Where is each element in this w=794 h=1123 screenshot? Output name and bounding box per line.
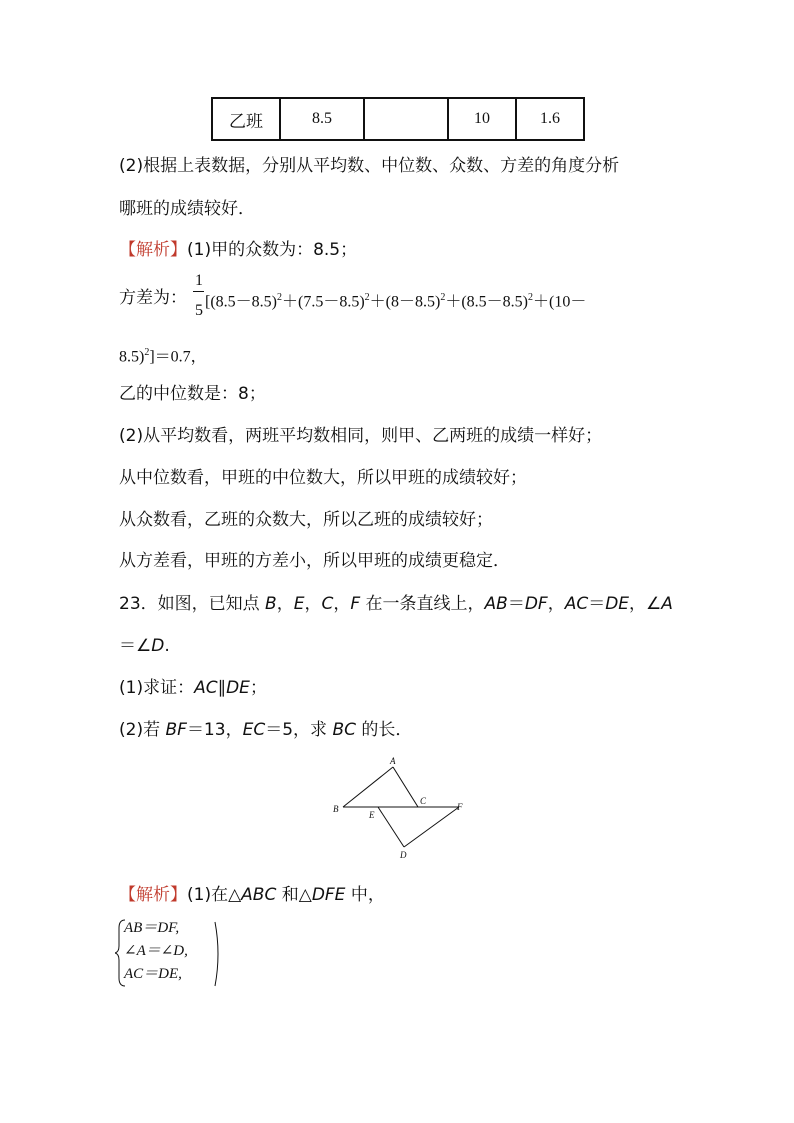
segment-ab	[343, 767, 393, 807]
question-23-part1: (1)求证：AC∥DE；	[119, 678, 267, 698]
question-23-line1: 23．如图，已知点 B，E，C，F 在一条直线上，AB＝DF，AC＝DE，∠A	[119, 594, 673, 614]
figure-lines	[343, 767, 459, 847]
variance-continuation: 8.5)$^2$]＝0.7，	[119, 347, 207, 366]
solution-tag: 【解析】	[119, 240, 187, 260]
system-line-3: AC＝DE,	[124, 966, 182, 982]
segment-de	[378, 807, 404, 847]
label-d: D	[400, 850, 407, 860]
fraction-bar	[193, 291, 204, 292]
segment-df	[404, 807, 459, 847]
median-text: 乙的中位数是：8；	[119, 384, 266, 404]
triangle-figure	[320, 750, 480, 865]
right-paren	[213, 920, 223, 988]
system-line-2: ∠A＝∠D,	[124, 943, 188, 959]
mode-text: (1)甲的众数为：8.5；	[187, 240, 358, 260]
table-cell-class: 乙班	[212, 98, 280, 140]
question-2-line2: 哪班的成绩较好．	[119, 199, 255, 219]
analysis-mean: (2)从平均数看，两班平均数相同，则甲、乙两班的成绩一样好；	[119, 426, 603, 446]
analysis-variance: 从方差看，甲班的方差小，所以甲班的成绩更稳定．	[119, 551, 510, 571]
table-cell-mode: 10	[448, 98, 516, 140]
table-row	[212, 98, 584, 140]
score-table	[211, 97, 585, 141]
label-c: C	[420, 796, 427, 806]
solution-1-line	[119, 239, 357, 261]
fraction-numerator: 1	[195, 272, 203, 289]
fraction-denominator: 5	[195, 302, 203, 319]
segment-ac	[393, 767, 418, 807]
question-23-line2: ＝∠D.	[119, 636, 170, 656]
question-23-part2: (2)若 BF＝13，EC＝5，求 BC 的长．	[119, 720, 413, 740]
label-a: A	[390, 756, 396, 766]
variance-label: 方差为：	[119, 288, 187, 308]
label-e: E	[369, 810, 375, 820]
system-line-1: AB＝DF,	[124, 920, 180, 936]
table-cell-mean: 8.5	[280, 98, 364, 140]
solution-tag: 【解析】	[119, 885, 187, 905]
question-2-line1: (2)根据上表数据，分别从平均数、中位数、众数、方差的角度分析	[119, 156, 620, 176]
table-cell-variance: 1.6	[516, 98, 584, 140]
solution-23-text: (1)在△ABC 和△DFE 中，	[187, 885, 385, 905]
variance-expression: [$(8.5-8.5)^2+(7.5-8.5)^2+(8-8.5)^2+(8.5-8.5)^2+(10-$	[205, 292, 587, 311]
equation-system	[115, 918, 225, 988]
label-b: B	[333, 804, 339, 814]
solution-23-intro	[119, 884, 385, 906]
label-f: F	[457, 802, 463, 812]
analysis-median: 从中位数看，甲班的中位数大，所以甲班的成绩较好；	[119, 468, 527, 488]
table-cell-median	[364, 98, 448, 140]
analysis-mode: 从众数看，乙班的众数大，所以乙班的成绩较好；	[119, 510, 493, 530]
